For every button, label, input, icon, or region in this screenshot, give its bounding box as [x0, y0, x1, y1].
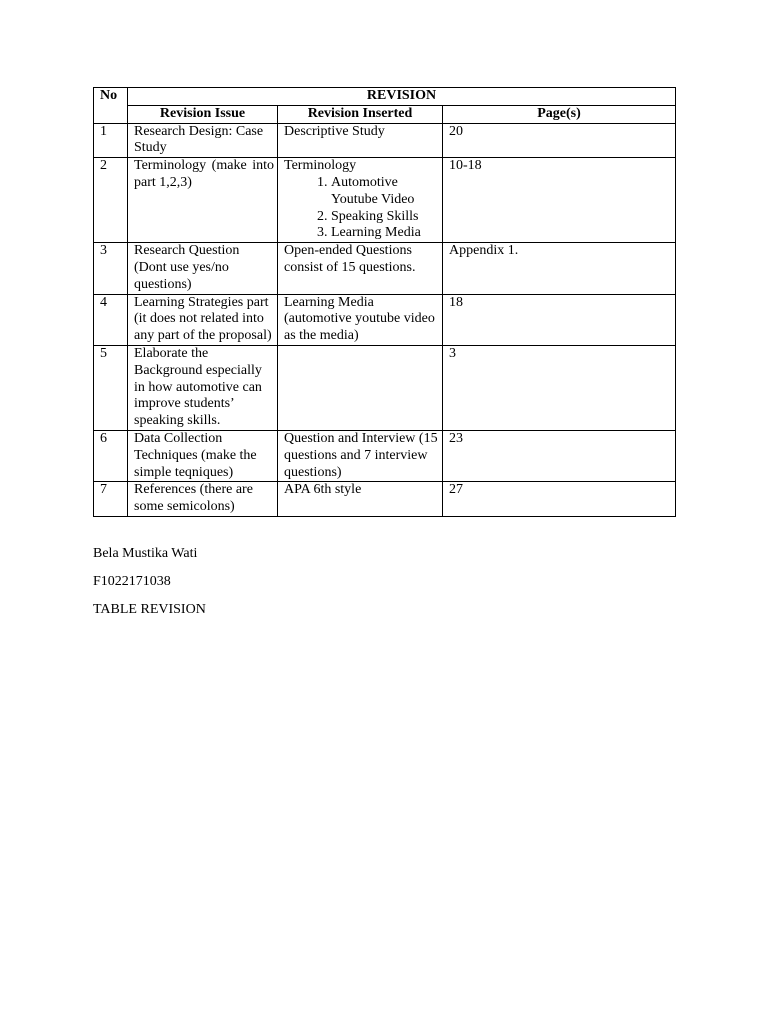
table-row	[94, 482, 676, 517]
page-reference: 20	[443, 123, 676, 158]
row-number: 1	[94, 123, 128, 158]
student-id: F1022171038	[93, 573, 171, 589]
terminology-list	[284, 175, 439, 242]
revision-issue: Research Question (Dont use yes/no questions)	[128, 243, 278, 294]
page-reference: 27	[443, 482, 676, 517]
table-row	[94, 123, 676, 158]
page-reference: 23	[443, 430, 676, 481]
revision-issue: Learning Strategies part (it does not related into any part of the proposal)	[128, 294, 278, 345]
page-reference: 18	[443, 294, 676, 345]
revision-inserted	[278, 158, 443, 243]
revision-issue: Data Collection Techniques (make the simple teqniques)	[128, 430, 278, 481]
header-revision: REVISION	[128, 88, 676, 106]
revision-inserted: Open-ended Questions consist of 15 questions.	[278, 243, 443, 294]
table-caption: TABLE REVISION	[93, 601, 206, 617]
table-row	[94, 345, 676, 430]
header-revision-inserted: Revision Inserted	[278, 105, 443, 123]
list-item: 1. Automotive Youtube Video	[331, 175, 439, 209]
header-no: No	[94, 88, 128, 124]
revision-table	[93, 87, 676, 517]
revision-issue: References (there are some semicolons)	[128, 482, 278, 517]
row-number: 4	[94, 294, 128, 345]
table-row	[94, 294, 676, 345]
table-row	[94, 243, 676, 294]
row-number: 7	[94, 482, 128, 517]
list-item: 3. Learning Media	[331, 225, 439, 242]
revision-inserted: Descriptive Study	[278, 123, 443, 158]
revision-inserted: APA 6th style	[278, 482, 443, 517]
table-row	[94, 158, 676, 243]
table-row	[94, 430, 676, 481]
row-number: 5	[94, 345, 128, 430]
list-item: 2. Speaking Skills	[331, 209, 439, 226]
revision-issue: Terminology (make into part 1,2,3)	[128, 158, 278, 243]
revision-issue: Research Design: Case Study	[128, 123, 278, 158]
table-subheader-row	[94, 105, 676, 123]
revision-inserted: Learning Media (automotive youtube video as the media)	[278, 294, 443, 345]
revision-inserted	[278, 345, 443, 430]
page-reference: 3	[443, 345, 676, 430]
row-number: 6	[94, 430, 128, 481]
row-number: 2	[94, 158, 128, 243]
page-reference: Appendix 1.	[443, 243, 676, 294]
author-name: Bela Mustika Wati	[93, 546, 198, 561]
revision-inserted-title: Terminology	[284, 158, 357, 174]
page-reference: 10-18	[443, 158, 676, 243]
header-pages: Page(s)	[443, 105, 676, 123]
document-footer	[93, 546, 206, 629]
revision-issue: Elaborate the Background especially in how automotive can improve students’ speaking skills.	[128, 345, 278, 430]
row-number: 3	[94, 243, 128, 294]
table-header-row	[94, 88, 676, 106]
revision-inserted: Question and Interview (15 questions and 7 interview questions)	[278, 430, 443, 481]
header-revision-issue: Revision Issue	[128, 105, 278, 123]
